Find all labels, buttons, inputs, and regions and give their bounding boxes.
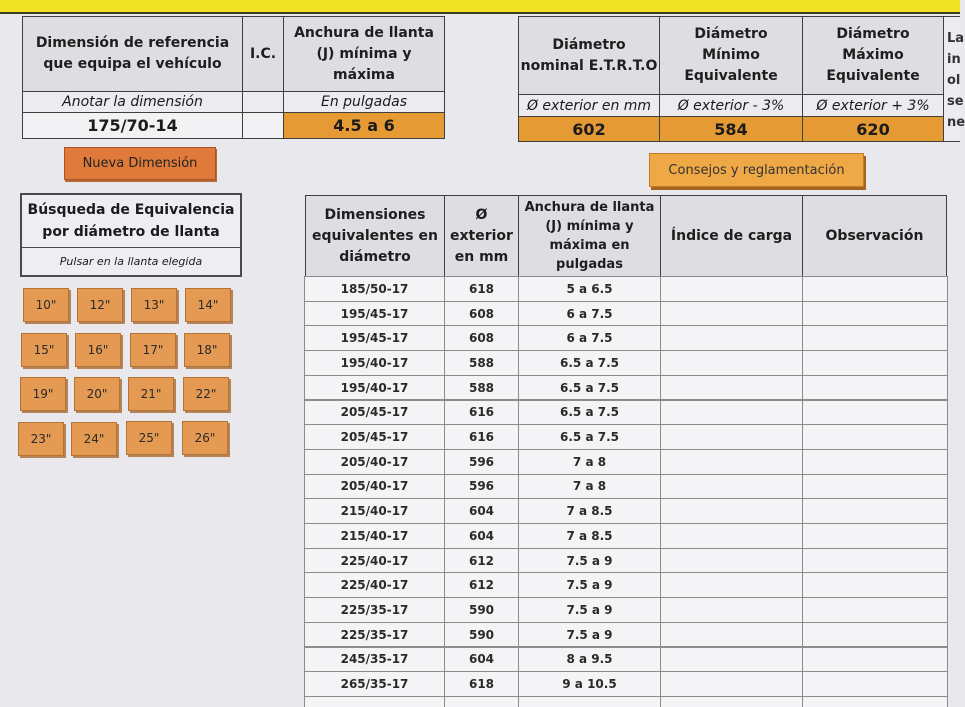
row-diameter: 608 [444,301,519,327]
row-dimension: 205/45-17 [304,400,445,426]
row-diameter: 596 [444,449,519,475]
max-diameter-subheader: Ø exterior + 3% [802,94,944,117]
row-notes[interactable] [802,572,948,598]
row-diameter: 618 [444,671,519,697]
equiv-dimension-header: Dimensiones equivalentes en diámetro [305,195,445,277]
rim-search-subtitle: Pulsar en la llanta elegida [59,255,203,268]
rim-search-panel [20,193,242,277]
row-diameter: 604 [444,498,519,524]
table-row-empty-cell [444,696,519,707]
rim-button-25[interactable]: 25" [126,421,172,455]
notes-header: Observación [802,195,947,277]
row-notes[interactable] [802,276,948,302]
new-dimension-button[interactable]: Nueva Dimensión [64,147,216,180]
row-notes[interactable] [802,424,948,450]
nominal-diameter-header: Diámetro nominal E.T.R.T.O [518,16,660,95]
row-rim-width: 6.5 a 7.5 [518,424,661,450]
row-notes[interactable] [802,597,948,623]
row-notes[interactable] [802,350,948,376]
row-diameter: 616 [444,424,519,450]
ic-subheader [242,91,284,113]
row-rim-width: 6 a 7.5 [518,325,661,351]
row-rim-width: 6.5 a 7.5 [518,375,661,401]
row-notes[interactable] [802,474,948,500]
row-dimension: 195/45-17 [304,301,445,327]
row-diameter: 590 [444,622,519,648]
row-dimension: 215/40-17 [304,523,445,549]
row-dimension: 195/45-17 [304,325,445,351]
clipped-side-panel [943,16,965,142]
row-dimension: 265/35-17 [304,671,445,697]
row-dimension: 205/40-17 [304,449,445,475]
row-load-index[interactable] [660,301,803,327]
title-bar [0,0,960,14]
row-diameter: 612 [444,572,519,598]
rim-width-value: 4.5 a 6 [283,112,445,139]
row-notes[interactable] [802,622,948,648]
rim-button-15[interactable]: 15" [21,333,67,367]
row-dimension: 205/45-17 [304,424,445,450]
rim-button-22[interactable]: 22" [183,377,229,411]
row-dimension: 195/40-17 [304,350,445,376]
ic-input[interactable] [242,112,284,139]
rim-button-17[interactable]: 17" [130,333,176,367]
outer-diameter-header: Ø exterior en mm [444,195,519,277]
row-rim-width: 6.5 a 7.5 [518,400,661,426]
row-dimension: 185/50-17 [304,276,445,302]
row-notes[interactable] [802,375,948,401]
advice-regulations-button[interactable]: Consejos y reglamentación [649,153,864,187]
row-load-index[interactable] [660,548,803,574]
row-load-index[interactable] [660,523,803,549]
row-load-index[interactable] [660,498,803,524]
table-row-empty-cell [660,696,803,707]
row-rim-width: 7.5 a 9 [518,572,661,598]
row-load-index[interactable] [660,400,803,426]
row-rim-width: 7 a 8.5 [518,523,661,549]
rim-button-18[interactable]: 18" [184,333,230,367]
table-row-empty-cell [518,696,661,707]
row-load-index[interactable] [660,276,803,302]
row-diameter: 588 [444,350,519,376]
nominal-diameter-subheader: Ø exterior en mm [518,94,660,117]
row-rim-width: 7.5 a 9 [518,622,661,648]
dimension-input[interactable]: 175/70-14 [22,112,243,139]
table-row-empty-cell [304,696,445,707]
nominal-diameter-value: 602 [518,116,660,142]
rim-button-10[interactable]: 10" [23,288,69,322]
rim-button-19[interactable]: 19" [20,377,66,411]
row-dimension: 195/40-17 [304,375,445,401]
row-diameter: 616 [444,400,519,426]
row-rim-width: 7 a 8 [518,474,661,500]
row-dimension: 225/35-17 [304,597,445,623]
rim-button-21[interactable]: 21" [128,377,174,411]
row-load-index[interactable] [660,647,803,673]
row-rim-width: 5 a 6.5 [518,276,661,302]
row-diameter: 612 [444,548,519,574]
side-text-line: ne [947,115,965,130]
rim-width-header: Anchura de llanta (J) mínima y máxima [283,16,445,92]
row-dimension: 225/40-17 [304,548,445,574]
dimension-header: Dimensión de referencia que equipa el vehículo [22,16,243,92]
row-dimension: 225/35-17 [304,622,445,648]
row-dimension: 205/40-17 [304,474,445,500]
row-load-index[interactable] [660,572,803,598]
rim-button-23[interactable]: 23" [18,422,64,456]
row-notes[interactable] [802,647,948,673]
row-rim-width: 6.5 a 7.5 [518,350,661,376]
rim-button-13[interactable]: 13" [131,288,177,322]
row-load-index[interactable] [660,474,803,500]
load-index-header: Índice de carga [660,195,803,277]
rim-button-20[interactable]: 20" [74,377,120,411]
side-text-line: se [947,94,964,109]
max-diameter-header: Diámetro Máximo Equivalente [802,16,944,95]
row-rim-width: 7 a 8.5 [518,498,661,524]
rim-search-title: Búsqueda de Equivalencia por diámetro de llanta [22,195,240,248]
row-load-index[interactable] [660,597,803,623]
row-rim-width: 7.5 a 9 [518,597,661,623]
min-diameter-subheader: Ø exterior - 3% [659,94,803,117]
row-notes[interactable] [802,498,948,524]
equiv-rim-width-header: Anchura de llanta (J) mínima y máxima en pulgadas [518,195,661,277]
row-notes[interactable] [802,325,948,351]
row-notes[interactable] [802,671,948,697]
dimension-subheader: Anotar la dimensión [22,91,243,113]
side-text-line: La [947,31,965,46]
min-diameter-header: Diámetro Mínimo Equivalente [659,16,803,95]
table-row-empty-cell [802,696,948,707]
row-load-index[interactable] [660,375,803,401]
max-diameter-value: 620 [802,116,944,142]
side-text-line: ol [947,73,961,88]
row-diameter: 604 [444,647,519,673]
row-diameter: 604 [444,523,519,549]
ic-header: I.C. [242,16,284,92]
row-rim-width: 7 a 8 [518,449,661,475]
row-notes[interactable] [802,523,948,549]
row-rim-width: 8 a 9.5 [518,647,661,673]
row-load-index[interactable] [660,449,803,475]
row-notes[interactable] [802,449,948,475]
row-diameter: 596 [444,474,519,500]
row-dimension: 245/35-17 [304,647,445,673]
rim-button-14[interactable]: 14" [185,288,231,322]
row-load-index[interactable] [660,325,803,351]
min-diameter-value: 584 [659,116,803,142]
row-dimension: 215/40-17 [304,498,445,524]
rim-button-12[interactable]: 12" [77,288,123,322]
row-dimension: 225/40-17 [304,572,445,598]
row-load-index[interactable] [660,622,803,648]
row-rim-width: 9 a 10.5 [518,671,661,697]
row-load-index[interactable] [660,424,803,450]
rim-width-subheader: En pulgadas [283,91,445,113]
row-notes[interactable] [802,301,948,327]
row-rim-width: 6 a 7.5 [518,301,661,327]
row-notes[interactable] [802,548,948,574]
row-diameter: 608 [444,325,519,351]
row-rim-width: 7.5 a 9 [518,548,661,574]
rim-button-24[interactable]: 24" [71,422,117,456]
row-notes[interactable] [802,400,948,426]
row-load-index[interactable] [660,350,803,376]
row-diameter: 588 [444,375,519,401]
row-diameter: 590 [444,597,519,623]
row-diameter: 618 [444,276,519,302]
row-load-index[interactable] [660,671,803,697]
side-text-line: in [947,52,961,67]
rim-button-16[interactable]: 16" [75,333,121,367]
rim-button-26[interactable]: 26" [182,421,228,455]
